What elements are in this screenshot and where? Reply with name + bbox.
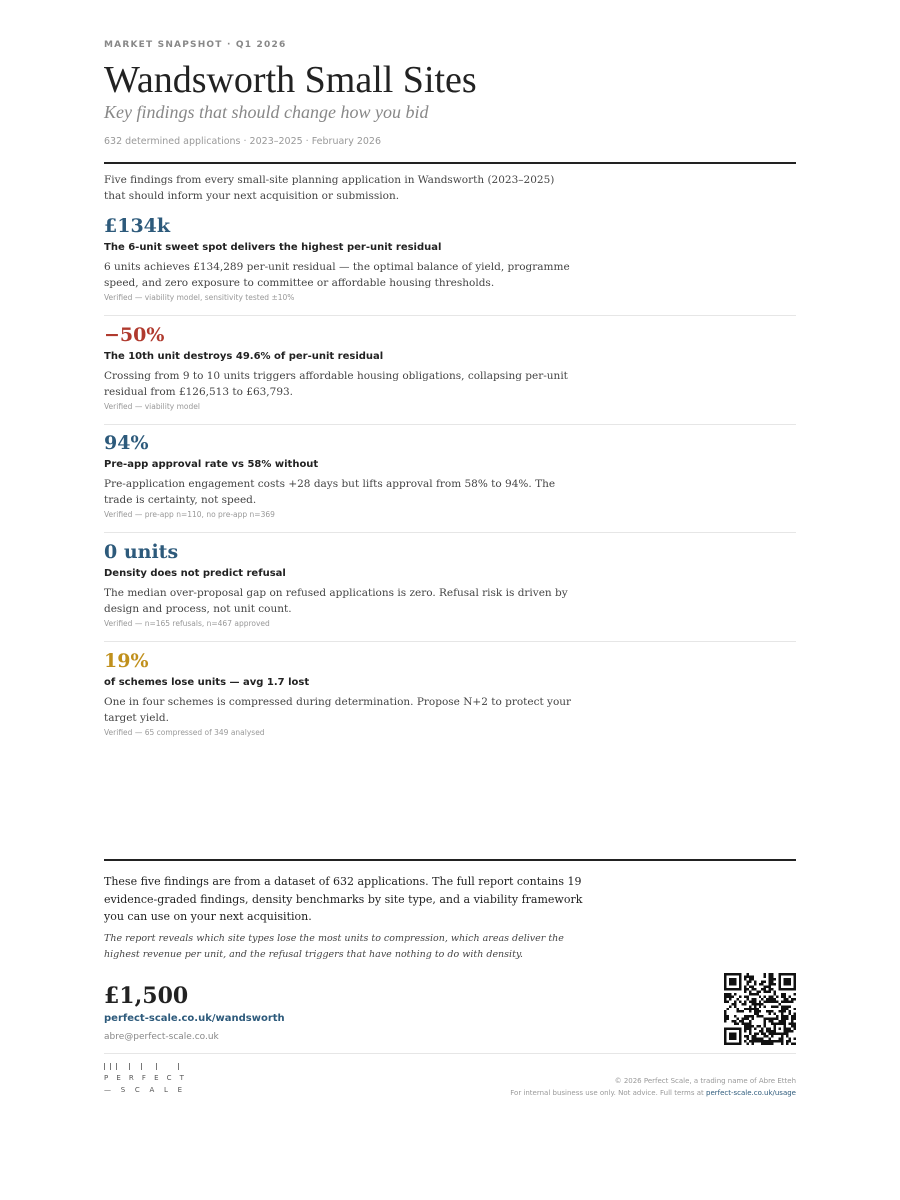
logo-wordmark-top: [104, 1074, 184, 1082]
report-price: £1,500: [104, 983, 189, 1009]
copyright-text: © 2026 Perfect Scale, a trading name of Abre Etteh: [614, 1077, 796, 1085]
finding-stat: 94%: [104, 432, 149, 454]
finding-body: Pre-application engagement costs +28 days but lifts approval from 58% to 94%. The trade is certainty, not speed.: [104, 478, 556, 506]
finding-2: [104, 323, 796, 411]
logo-letter: A: [149, 1086, 155, 1094]
finding-body: 6 units achieves £134,289 per-unit residual — the optimal balance of yield, programme speed, and zero exposure to committee or affordable housing thresholds.: [104, 261, 570, 289]
finding-title: The 6-unit sweet spot delivers the highest per-unit residual: [104, 242, 442, 253]
logo-letter: C: [166, 1074, 172, 1082]
finding-divider: [104, 424, 796, 425]
finding-title: Density does not predict refusal: [104, 568, 286, 579]
logo-letter: R: [128, 1074, 134, 1082]
report-meta: 632 determined applications · 2023–2025 · February 2026: [104, 136, 382, 147]
logo-letter: S: [120, 1086, 126, 1094]
finding-stat: 19%: [104, 650, 149, 672]
terms-link[interactable]: perfect-scale.co.uk/usage: [706, 1089, 796, 1097]
logo-letter: L: [163, 1086, 168, 1094]
logo-letter: E: [154, 1074, 159, 1082]
finding-title: of schemes lose units — avg 1.7 lost: [104, 677, 310, 688]
contact-email[interactable]: abre@perfect-scale.co.uk: [104, 1032, 219, 1042]
finding-verified: Verified — pre-app n=110, no pre-app n=369: [104, 510, 275, 519]
finding-divider: [104, 532, 796, 533]
finding-4: [104, 540, 796, 628]
finding-3: [104, 431, 796, 519]
qr-code-icon[interactable]: [724, 973, 796, 1045]
finding-verified: Verified — viability model, sensitivity tested ±10%: [104, 293, 295, 302]
finding-divider: [104, 641, 796, 642]
logo-letter: C: [134, 1086, 140, 1094]
logo-letter: E: [116, 1074, 121, 1082]
closing-divider: [104, 859, 796, 861]
logo-ticks: [104, 1063, 182, 1070]
closing-text: These five findings are from a dataset of 632 applications. The full report contains 19 evidence-graded findings, density benchmarks by site type, and a viability framework you can use on your next acquisition.: [104, 875, 583, 923]
page-title: Wandsworth Small Sites: [104, 59, 477, 101]
logo-letter: E: [177, 1086, 182, 1094]
perfect-scale-logo: [104, 1063, 184, 1097]
terms-prefix: For internal business use only. Not advice. Full terms at: [510, 1089, 704, 1097]
finding-title: Pre-app approval rate vs 58% without: [104, 459, 319, 470]
finding-divider: [104, 315, 796, 316]
finding-title: The 10th unit destroys 49.6% of per-unit residual: [104, 351, 384, 362]
logo-letter: —: [104, 1086, 111, 1094]
finding-5: [104, 649, 796, 737]
closing-italic-text: The report reveals which site types lose the most units to compression, which areas deliver the highest revenue per unit, and the refusal triggers that have nothing to do with density.: [104, 933, 564, 960]
header-divider: [104, 162, 796, 164]
finding-stat: 0 units: [104, 541, 179, 563]
finding-verified: Verified — viability model: [104, 402, 200, 411]
report-link[interactable]: perfect-scale.co.uk/wandsworth: [104, 1013, 285, 1024]
logo-wordmark-bottom: [104, 1086, 182, 1094]
finding-verified: Verified — 65 compressed of 349 analysed: [104, 728, 265, 737]
kicker: MARKET SNAPSHOT · Q1 2026: [104, 40, 287, 50]
terms-text: [510, 1089, 796, 1097]
finding-verified: Verified — n=165 refusals, n=467 approved: [104, 619, 270, 628]
footer-divider: [104, 1053, 796, 1054]
logo-letter: T: [179, 1074, 184, 1082]
finding-body: Crossing from 9 to 10 units triggers affordable housing obligations, collapsing per-unit residual from £126,513 to £63,793.: [104, 370, 568, 398]
logo-letter: F: [141, 1074, 146, 1082]
intro-text: Five findings from every small-site planning application in Wandsworth (2023–2025) that should inform your next acquisition or submission.: [104, 174, 555, 202]
finding-body: One in four schemes is compressed during determination. Propose N+2 to protect your target yield.: [104, 696, 572, 724]
finding-body: The median over-proposal gap on refused applications is zero. Refusal risk is driven by design and process, not unit count.: [104, 587, 568, 615]
finding-stat: −50%: [104, 324, 165, 346]
logo-letter: P: [104, 1074, 109, 1082]
page-subtitle: Key findings that should change how you bid: [104, 102, 429, 122]
finding-1: [104, 214, 796, 302]
finding-stat: £134k: [104, 215, 171, 237]
